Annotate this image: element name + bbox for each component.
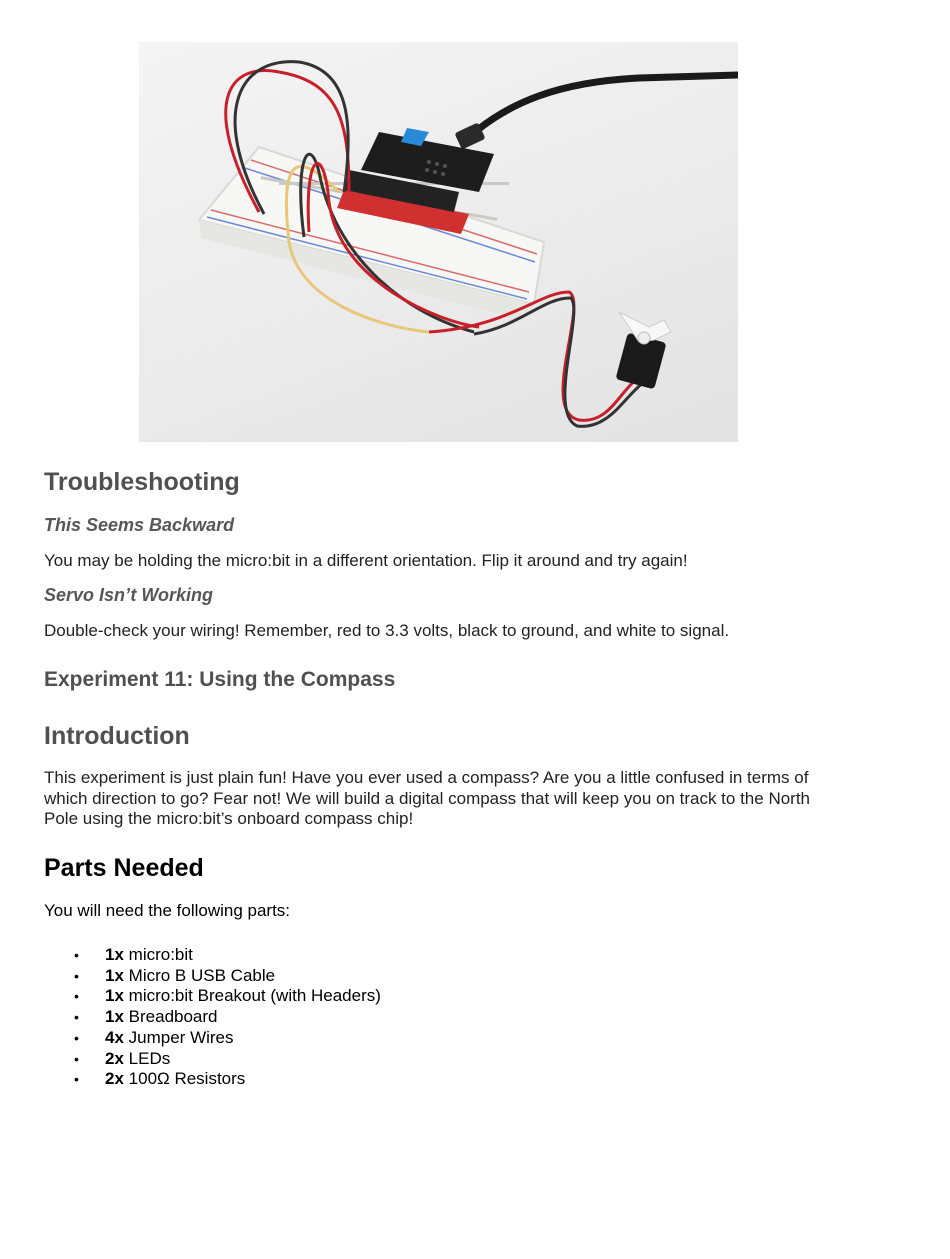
experiment-title: Experiment 11: Using the Compass: [44, 668, 396, 691]
part-name: 100Ω Resistors: [128, 1069, 246, 1089]
part-quantity: 4x: [105, 1027, 124, 1047]
part-quantity: 1x: [105, 965, 124, 985]
part-quantity: 2x: [105, 1048, 124, 1068]
part-name: Micro B USB Cable: [128, 965, 276, 985]
list-item: [44, 1049, 381, 1070]
bullet-icon: •: [74, 1050, 79, 1067]
troubleshooting-item-text: You may be holding the micro:bit in a different orientation. Flip it around and try again!: [44, 551, 688, 570]
parts-intro-text: You will need the following parts:: [44, 901, 291, 920]
list-item: [44, 986, 381, 1007]
troubleshooting-item-text: Double-check your wiring! Remember, red to 3.3 volts, black to ground, and white to signal.: [44, 621, 730, 640]
bullet-icon: •: [74, 1071, 79, 1088]
list-item: [44, 1028, 381, 1049]
bullet-icon: •: [74, 1029, 79, 1046]
breadboard-servo-photo: [139, 42, 738, 442]
part-name: Breadboard: [128, 1007, 218, 1027]
part-quantity: 1x: [105, 986, 124, 1006]
list-item: [44, 966, 381, 987]
part-name: micro:bit Breakout (with Headers): [128, 986, 381, 1006]
part-quantity: 1x: [105, 1007, 124, 1027]
part-quantity: 1x: [105, 945, 124, 964]
part-name: micro:bit: [128, 945, 193, 964]
part-quantity: 2x: [105, 1069, 124, 1089]
list-item: [44, 1007, 381, 1028]
introduction-text: This experiment is just plain fun! Have you ever used a compass? Are you a little confused in terms of which direction to go? Fear not! We will build a digital compass that will keep you on track to the North Pole using the micro:bit’s onboard compass chip!: [44, 768, 811, 828]
bullet-icon: •: [74, 947, 79, 963]
part-name: LEDs: [128, 1048, 171, 1068]
part-name: Jumper Wires: [128, 1027, 234, 1047]
parts-list: [44, 945, 381, 1090]
list-item: [44, 945, 381, 966]
troubleshooting-heading: Troubleshooting: [44, 468, 240, 496]
parts-needed-heading: Parts Needed: [44, 854, 204, 882]
list-item: [44, 1069, 381, 1090]
introduction-heading: Introduction: [44, 722, 190, 750]
bullet-icon: •: [74, 1009, 79, 1026]
bullet-icon: •: [74, 988, 79, 1005]
breadboard-servo-photo-icon: [139, 42, 738, 442]
bullet-icon: •: [74, 967, 79, 984]
troubleshooting-item-heading: This Seems Backward: [44, 515, 235, 535]
troubleshooting-item-heading: Servo Isn’t Working: [44, 585, 214, 605]
